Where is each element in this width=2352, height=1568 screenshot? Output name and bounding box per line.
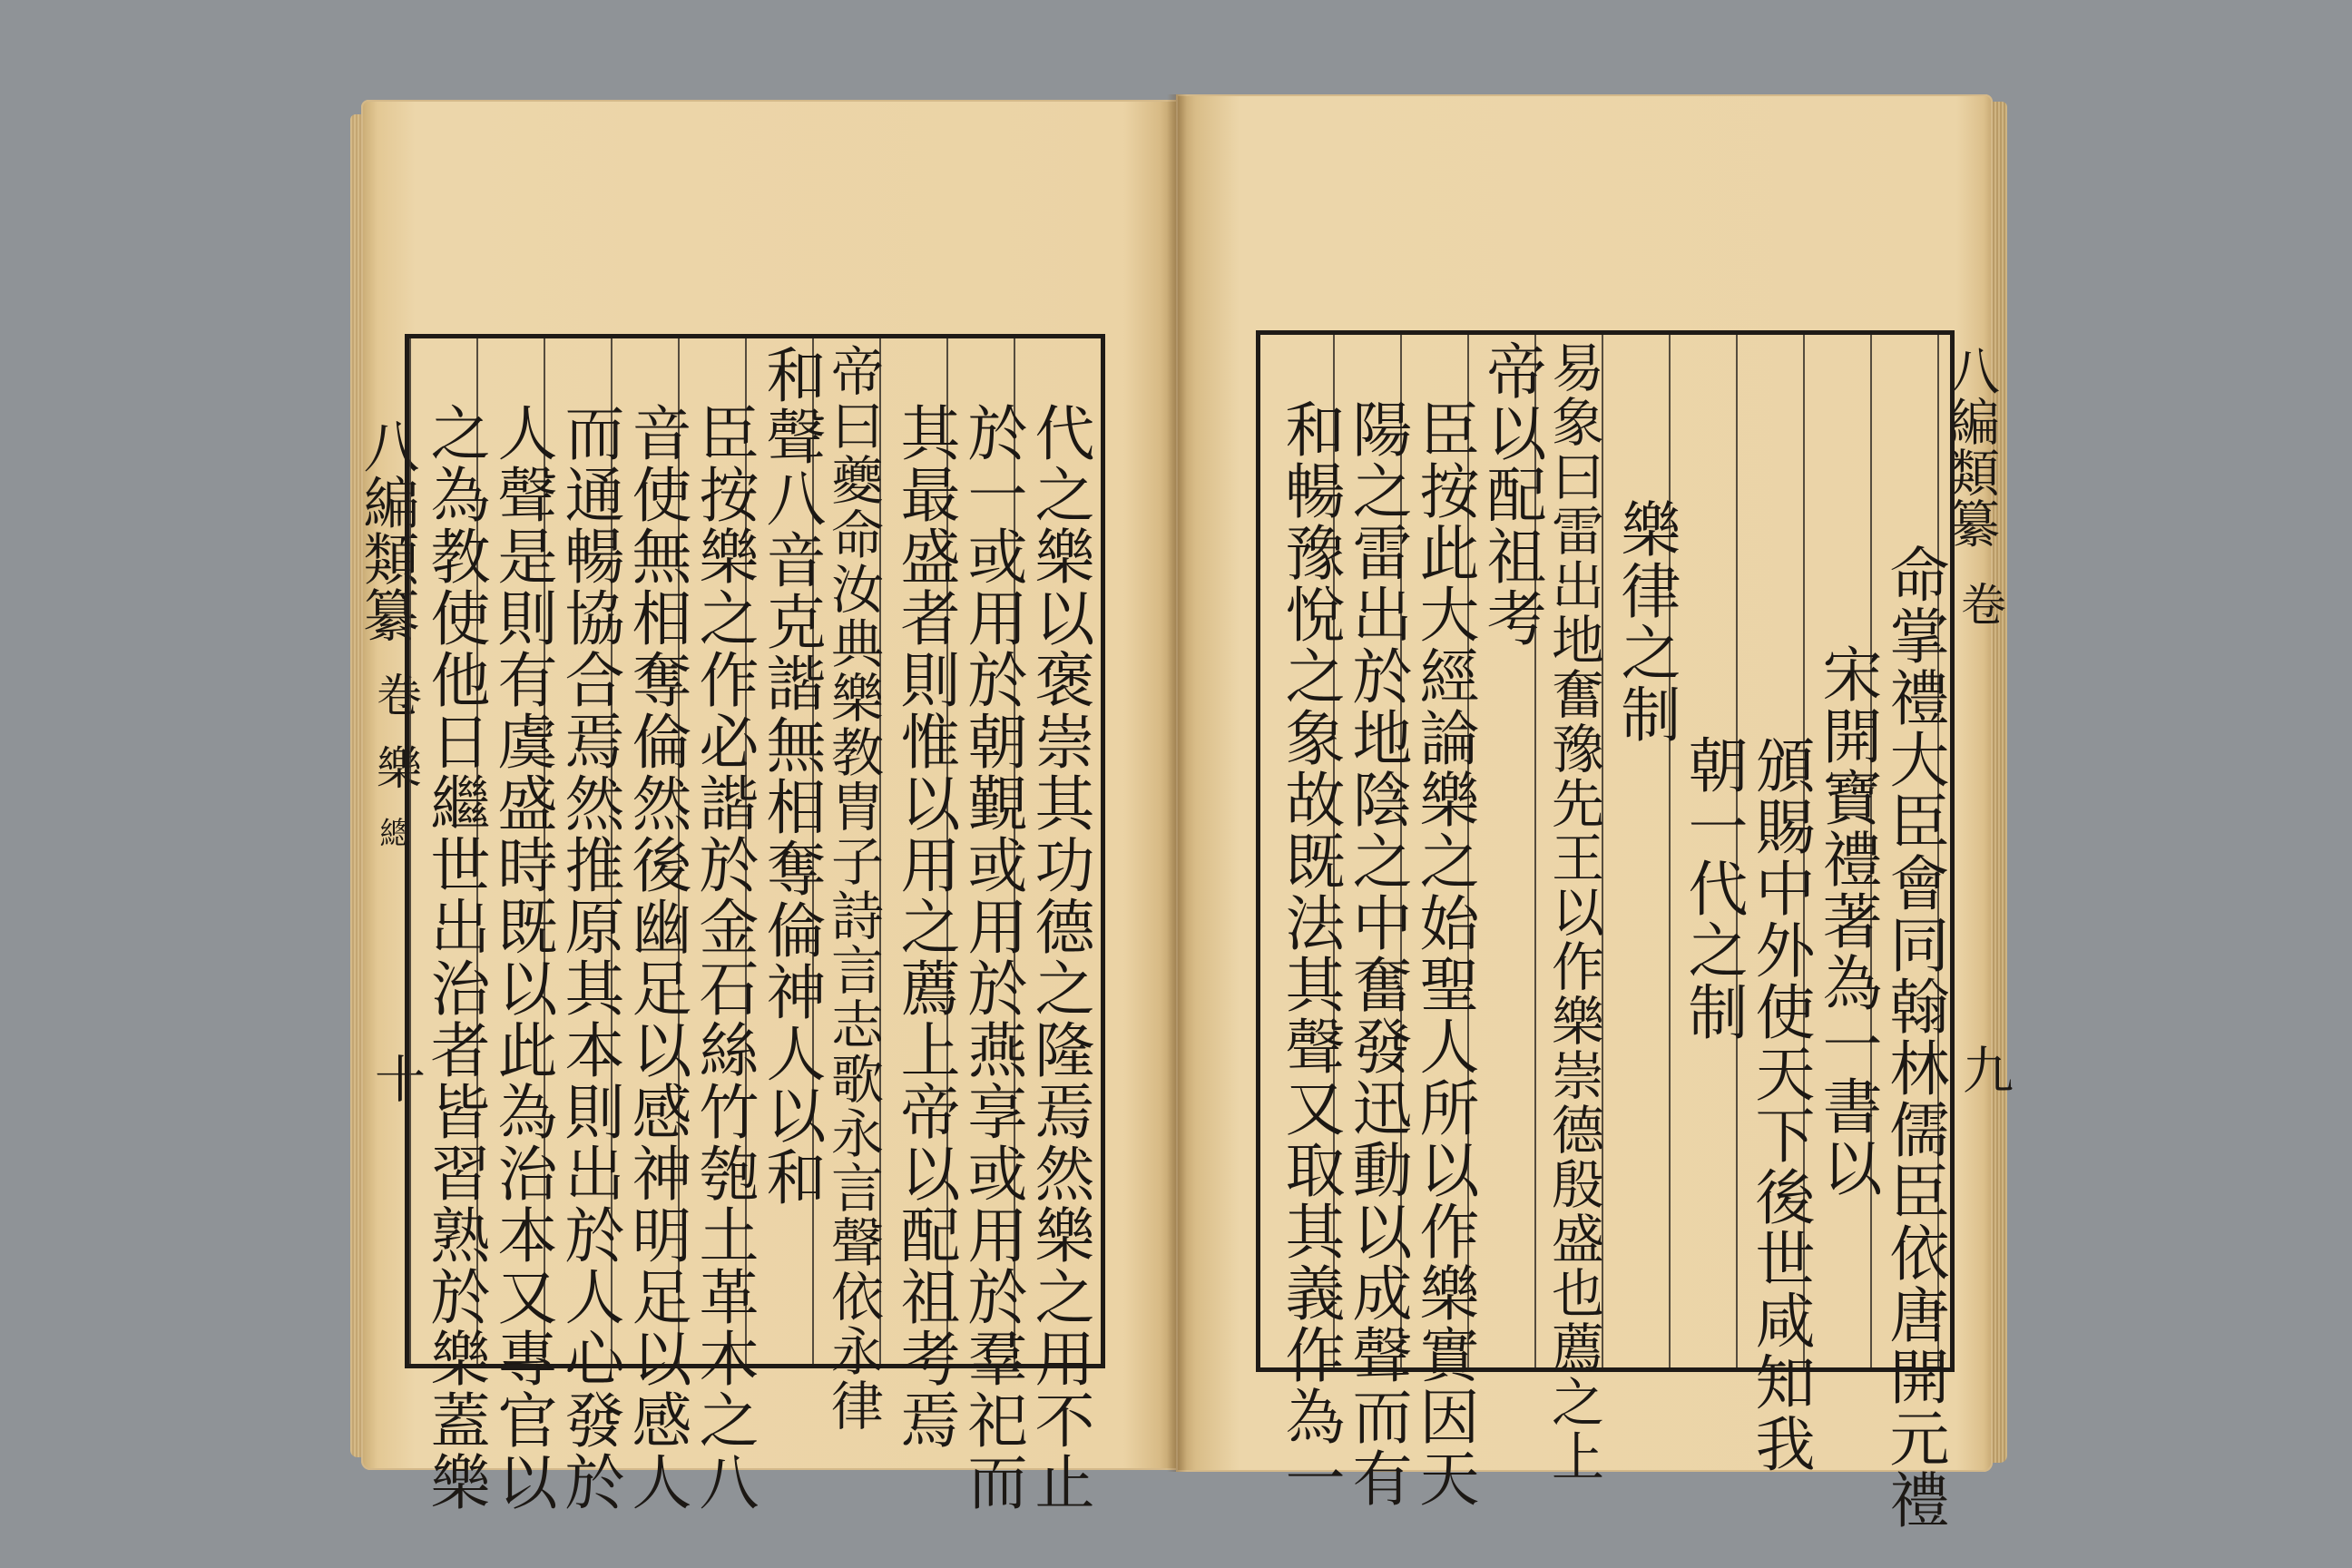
column-rule — [1669, 335, 1671, 1367]
left-margin-volume: 卷 — [369, 671, 422, 717]
left-margin-folio: 十 — [367, 1053, 426, 1103]
left-margin-section: 樂 — [369, 744, 422, 789]
right-text-frame — [1256, 330, 1955, 1531]
text-column: 朝一代之制 — [1678, 734, 1748, 1043]
left-margin-title: 八編類纂 — [354, 417, 420, 642]
text-column: 臣按樂之作必諧於金石絲竹匏土革木之八 — [689, 402, 759, 1513]
text-column: 音使無相奪倫然後幽足以感神明足以感人 — [622, 402, 691, 1513]
text-column: 陽之雷出於地陰之中奮發迅動以成聲而有 — [1342, 398, 1412, 1509]
text-column: 和聲八音克諧無相奪倫神人以和 — [756, 344, 826, 1208]
text-column: 代之樂以褒崇其功德之隆焉然樂之用不止 — [1024, 402, 1094, 1513]
left-margin-sub: 總 — [374, 817, 410, 848]
text-column: 頒賜中外使天下後世咸知我 — [1745, 734, 1815, 1475]
right-margin-volume: 卷 — [1954, 581, 2006, 626]
text-column: 之為教使他日繼世出治者皆習熟於樂蓋樂 — [420, 402, 490, 1513]
text-column: 和暢豫悅之象故既法其聲又取其義作為一 — [1275, 398, 1345, 1509]
text-column: 人聲是則有虞盛時既以此為治本又專官以 — [487, 402, 557, 1513]
column-rule — [409, 338, 412, 1364]
text-column: 臣按此大經論樂之始聖人所以作樂實因天 — [1409, 398, 1479, 1509]
left-text-frame — [405, 334, 1105, 1513]
text-column: 其最盛者則惟以用之薦上帝以配祖考焉 — [890, 402, 960, 1451]
text-column: 易象曰雷出地奮豫先王以作樂崇德殷盛也薦之上 — [1543, 340, 1604, 1484]
text-column: 宋開寶禮著為一書以 — [1812, 643, 1882, 1199]
text-column: 樂律之制 — [1611, 498, 1681, 745]
text-column: 帝以配祖考 — [1476, 340, 1546, 649]
book-spine — [1167, 94, 1187, 1472]
right-margin-title: 八編類纂 — [1941, 345, 2000, 548]
text-column: 命掌禮大臣會同翰林儒臣依唐開元禮 — [1879, 544, 1949, 1531]
text-column: 於一或用於朝覲或用於燕享或用於羣祀而 — [957, 402, 1027, 1513]
text-column: 帝曰夔命汝典樂教胄子詩言志歌永言聲依永律 — [822, 344, 884, 1433]
right-margin-folio: 九 — [1955, 1044, 2014, 1094]
text-column: 而通暢協合焉然推原其本則出於人心發於 — [554, 402, 624, 1513]
